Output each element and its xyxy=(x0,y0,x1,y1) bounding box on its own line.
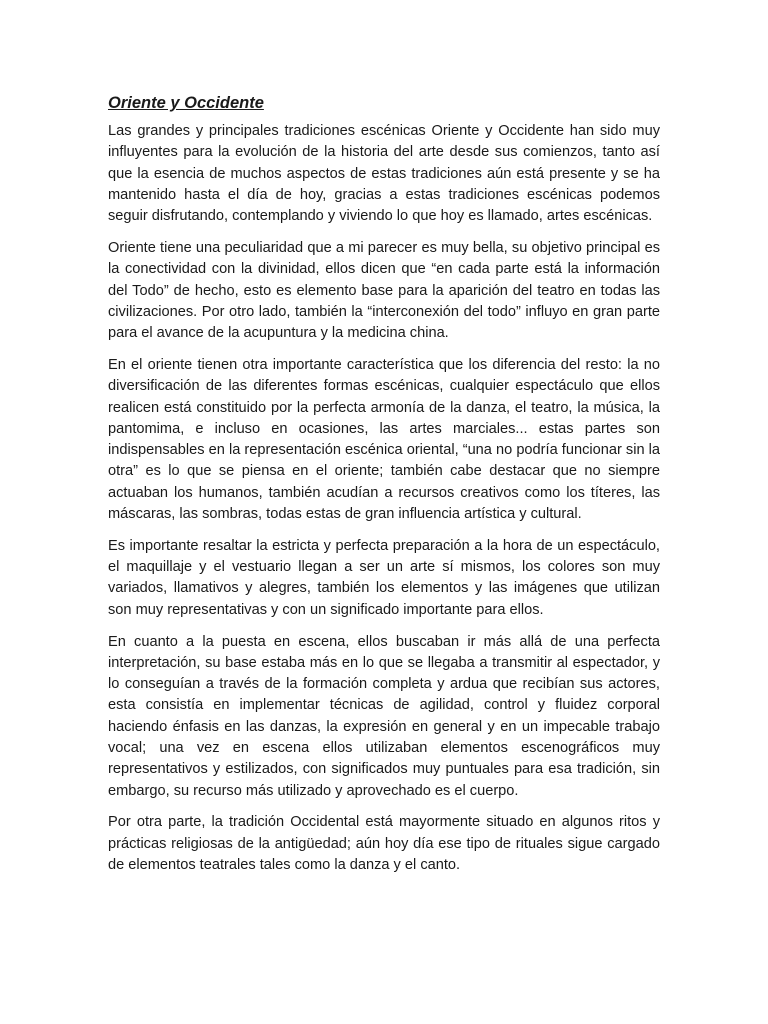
paragraph-oriente-peculiaridad: Oriente tiene una peculiaridad que a mi parecer es muy bella, su objetivo principal es la conectividad con la divinidad, ellos dicen que “en cada parte está la información del Todo” de hecho, esto es elemento base para la aparición del teatro en todas las civilizaciones. Por otro lado, también la “interconexión del todo” influyo en gran parte para el avance de la acupuntura y la medicina china. xyxy=(108,239,660,342)
document-page xyxy=(108,93,660,887)
paragraph-oriente-caracteristica: En el oriente tienen otra importante característica que los diferencia del resto: la no diversificación de las diferentes formas escénicas, cualquier espectáculo que ellos realicen está constituido por la perfecta armonía de la danza, el teatro, la música, la pantomima, e incluso en ocasiones, las artes marciales... estas partes son indispensables en la representación escénica oriental, “una no podría funcionar sin la otra” es lo que se piensa en el oriente; también cabe destacar que no siempre actuaban los humanos, también acudían a recursos creativos como los títeres, las máscaras, las sombras, todas estas de gran influencia artística y cultural. xyxy=(108,356,660,523)
paragraph-puesta-en-escena: En cuanto a la puesta en escena, ellos buscaban ir más allá de una perfecta interpretación, su base estaba más en lo que se llegaba a transmitir al espectador, y lo conseguían a través de la formación completa y ardua que recibían sus actores, esta consistía en implementar técnicas de agilidad, control y fluidez corporal haciendo énfasis en las danzas, la expresión en general y en un impecable trabajo vocal; una vez en escena ellos utilizaban elementos escenográficos muy representativos y estilizados, con significados muy puntuales para esa tradición, sin embargo, su recurso más utilizado y aprovechado es el cuerpo. xyxy=(108,633,660,799)
paragraph-intro: Las grandes y principales tradiciones escénicas Oriente y Occidente han sido muy influyentes para la evolución de la historia del arte desde sus comienzos, tanto así que la esencia de muchos aspectos de estas tradiciones aún está presente y se ha mantenido hasta el día de hoy, gracias a estas tradiciones escénicas podemos seguir disfrutando, contemplando y viviendo lo que hoy es llamado, artes escénicas. xyxy=(108,123,660,225)
document-title: Oriente y Occidente xyxy=(108,94,264,112)
paragraph-preparacion: Es importante resaltar la estricta y perfecta preparación a la hora de un espectáculo, el maquillaje y el vestuario llegan a ser un arte sí mismos, los colores son muy variados, llamativos y alegres, también los elementos y las imágenes que utilizan son muy representativas y con un significado importante para ellos. xyxy=(108,537,660,618)
paragraph-occidente: Por otra parte, la tradición Occidental está mayormente situado en algunos ritos y prácticas religiosas de la antigüedad; aún hoy día ese tipo de rituales sigue cargado de elementos teatrales tales como la danza y el canto. xyxy=(108,814,660,873)
